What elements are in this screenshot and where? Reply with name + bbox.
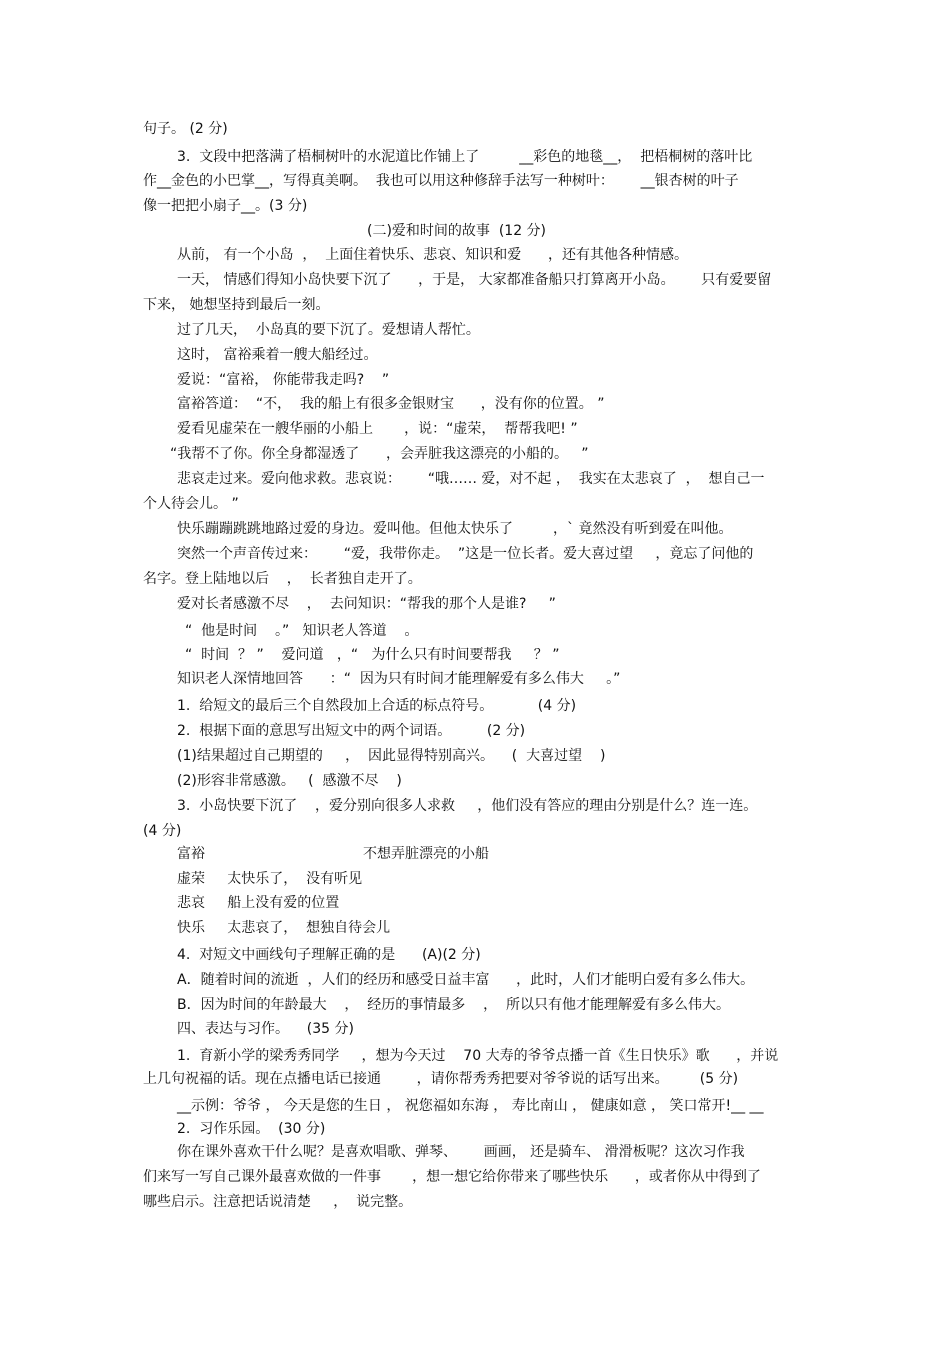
text-line: 作__金色的小巴掌__，写得真美啊。 我也可以用这种修辞手法写一种树叶： __银杏树的叶子 bbox=[143, 173, 739, 189]
text-line: 2. 根据下面的意思写出短文中的两个词语。 (2 分) bbox=[177, 723, 526, 739]
text-line: 一天， 情感们得知小岛快要下沉了 ，于是， 大家都准备船只打算离开小岛。 只有爱要留 bbox=[177, 272, 772, 288]
text-line: 虚荣 太快乐了， 没有听见 bbox=[177, 871, 363, 887]
text-line: B．因为时间的年龄最大 ， 经历的事情最多 ， 所以只有他才能理解爱有多么伟大。 bbox=[177, 997, 731, 1013]
text-line: 你在课外喜欢干什么呢？是喜欢唱歌、弹琴、 画画， 还是骑车、 滑滑板呢？这次习作我 bbox=[177, 1144, 745, 1160]
text-line: 们来写一写自己课外最喜欢做的一件事 ，想一想它给你带来了哪些快乐 ，或者你从中得到了 bbox=[143, 1169, 761, 1185]
text-line: A．随着时间的流逝 ，人们的经历和感受日益丰富 ，此时，人们才能明白爱有多么伟大。 bbox=[177, 972, 755, 988]
text-line: “ 他是时间 。” 知识老人答道 。 bbox=[185, 623, 419, 639]
text-line: 快乐 太悲哀了， 想独自待会儿 bbox=[177, 920, 391, 936]
text-line: 爱说：“富裕， 你能带我走吗? ” bbox=[177, 372, 390, 388]
text-line: 知识老人深情地回答 ：“ 因为只有时间才能理解爱有多么伟大 。” bbox=[177, 671, 621, 687]
text-line: 过了几天， 小岛真的要下沉了。爱想请人帮忙。 bbox=[177, 322, 480, 338]
text-line: __示例：爷爷 ， 今天是您的生日 ， 祝您福如东海 ， 寿比南山 ， 健康如意 ， 笑口常开!__ __ bbox=[177, 1098, 764, 1114]
text-line: 个人待会儿。 ” bbox=[143, 496, 239, 512]
text-line: 上几句祝福的话。现在点播电话已接通 ，请你帮秀秀把要对爷爷说的话写出来。 (5 分) bbox=[143, 1071, 739, 1087]
text-line: 富裕答道： “不， 我的船上有很多金银财宝 ，没有你的位置。 ” bbox=[177, 396, 605, 412]
text-line: (2)形容非常感激。 ( 感激不尽 ) bbox=[177, 773, 402, 789]
text-line: 快乐蹦蹦跳跳地路过爱的身边。爱叫他。但他太快乐了 ，` 竟然没有听到爱在叫他。 bbox=[177, 521, 733, 537]
text-line: (1)结果超过自己期望的 ， 因此显得特别高兴。 ( 大喜过望 ) bbox=[177, 748, 606, 764]
text-line: 2. 习作乐园。 (30 分) bbox=[177, 1121, 326, 1137]
text-line: 爱看见虚荣在一艘华丽的小船上 ，说：“虚荣， 帮帮我吧! ” bbox=[177, 421, 578, 437]
text-line: 突然一个声音传过来： “爱，我带你走。 ”这是一位长者。爱大喜过望 ，竟忘了问他的 bbox=[177, 546, 754, 562]
text-line: “我帮不了你。你全身都湿透了 ，会弄脏我这漂亮的小船的。 ” bbox=[170, 446, 589, 462]
text-line: 像一把把小扇子__。(3 分) bbox=[143, 198, 308, 214]
text-line: 这时， 富裕乘着一艘大船经过。 bbox=[177, 347, 378, 363]
text-line: 名字。登上陆地以后 ， 长者独自走开了。 bbox=[143, 571, 422, 587]
text-line: “ 时间 ？ ” 爱问道 ，“ 为什么只有时间要帮我 ？ ” bbox=[185, 647, 560, 663]
text-line: 富裕 bbox=[177, 846, 205, 862]
text-line: 爱对长者感激不尽 ， 去问知识：“帮我的那个人是谁? ” bbox=[177, 596, 556, 612]
text-line: 3. 文段中把落满了梧桐树叶的水泥道比作铺上了 __彩色的地毯__， 把梧桐树的落叶比 bbox=[177, 149, 753, 165]
text-line: (二)爱和时间的故事 (12 分) bbox=[367, 223, 547, 239]
text-line: 不想弄脏漂亮的小船 bbox=[363, 846, 489, 862]
text-line: 从前， 有一个小岛 ， 上面住着快乐、悲哀、知识和爱 ，还有其他各种情感。 bbox=[177, 247, 688, 263]
text-line: 1. 给短文的最后三个自然段加上合适的标点符号。 (4 分) bbox=[177, 698, 577, 714]
text-line: (4 分) bbox=[143, 823, 182, 839]
text-line: 句子。 (2 分) bbox=[143, 121, 228, 137]
text-line: 悲哀 船上没有爱的位置 bbox=[177, 895, 340, 911]
text-line: 3. 小岛快要下沉了 ，爱分别向很多人求救 ，他们没有答应的理由分别是什么？连一连。 bbox=[177, 798, 758, 814]
text-line: 四、表达与习作。 (35 分) bbox=[177, 1021, 354, 1037]
text-line: 下来， 她想坚持到最后一刻。 bbox=[143, 297, 330, 313]
text-line: 4. 对短文中画线句子理解正确的是 (A)(2 分) bbox=[177, 947, 481, 963]
text-line: 哪些启示。注意把话说清楚 ， 说完整。 bbox=[143, 1194, 413, 1210]
text-line: 悲哀走过来。爱向他求救。悲哀说： “哦…… 爱，对不起 ， 我实在太悲哀了 ， 想自己一 bbox=[177, 471, 765, 487]
text-line: 1. 育新小学的梁秀秀同学 ，想为今天过 70 大寿的爷爷点播一首《生日快乐》歌 ，并说 bbox=[177, 1048, 779, 1064]
